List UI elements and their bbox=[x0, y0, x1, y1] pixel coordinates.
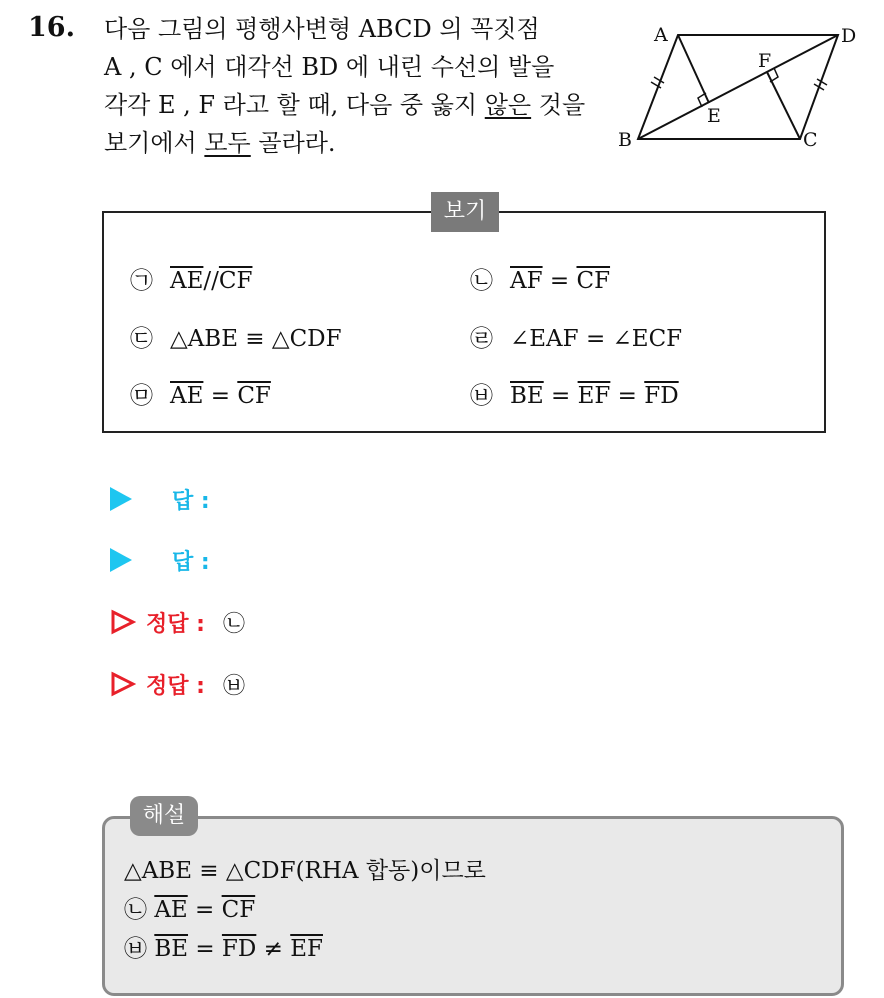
label-d: D bbox=[841, 25, 857, 47]
correct-answer-label: 정답 : bbox=[146, 611, 205, 637]
operator: = bbox=[203, 383, 238, 409]
option-mark: ㉤ bbox=[130, 383, 153, 409]
operator: = bbox=[188, 936, 222, 962]
outline-triangle-icon bbox=[110, 609, 136, 635]
option-mark: ㉡ bbox=[470, 268, 493, 294]
question-line-1: 다음 그림의 평행사변형 ABCD 의 꼭짓점 bbox=[104, 15, 540, 43]
option-giyeok bbox=[130, 262, 252, 295]
option-mieum bbox=[130, 377, 271, 410]
question-line-4-post: 골라라. bbox=[250, 129, 336, 157]
segment: $\overline{FD}$ bbox=[221, 936, 257, 962]
option-mark: ㉣ bbox=[470, 326, 493, 352]
segment: $\overline{CF}$ bbox=[221, 897, 256, 923]
diagonal-bd bbox=[638, 35, 838, 139]
option-mark: ㉠ bbox=[130, 268, 153, 294]
segment: $\overline{CF}$ bbox=[576, 268, 611, 294]
question-line-3-post: 것을 bbox=[531, 91, 586, 119]
segment: $\overline{AE}$ bbox=[170, 383, 204, 409]
option-text: ∠EAF = ∠ECF bbox=[510, 326, 683, 352]
question-line-4-pre: 보기에서 bbox=[104, 129, 205, 157]
option-mark: ㉡ bbox=[124, 897, 147, 923]
explanation-line-3 bbox=[124, 930, 323, 963]
tick-marks bbox=[651, 77, 827, 90]
segment: $\overline{EF}$ bbox=[290, 936, 323, 962]
segment: $\overline{BE}$ bbox=[154, 936, 189, 962]
segment: $\overline{AE}$ bbox=[170, 268, 204, 294]
play-triangle-icon bbox=[110, 487, 132, 511]
segment: $\overline{AF}$ bbox=[510, 268, 543, 294]
segment: $\overline{AE}$ bbox=[154, 897, 188, 923]
answer-row-1 bbox=[110, 482, 210, 516]
parallelogram-figure bbox=[612, 16, 872, 156]
correct-answer-row-1 bbox=[110, 605, 245, 639]
segment: $\overline{FD}$ bbox=[644, 383, 679, 409]
explanation-title: 해설 bbox=[130, 796, 198, 836]
perpendicular-cf bbox=[767, 72, 800, 139]
underlined-all: 모두 bbox=[204, 129, 251, 157]
question-text bbox=[104, 10, 604, 162]
operator: ≠ bbox=[256, 936, 291, 962]
option-nieun bbox=[470, 262, 610, 295]
question-number: 16. bbox=[28, 12, 75, 43]
perpendicular-ae bbox=[678, 35, 709, 103]
operator: = bbox=[542, 268, 577, 294]
segment: $\overline{CF}$ bbox=[237, 383, 271, 409]
operator: = bbox=[610, 383, 645, 409]
label-e: E bbox=[707, 105, 721, 127]
option-digeut bbox=[130, 320, 342, 353]
correct-answer-value: ㉥ bbox=[222, 673, 245, 699]
answer-label: 답 : bbox=[172, 488, 210, 514]
option-mark: ㉥ bbox=[124, 936, 147, 962]
label-a: A bbox=[654, 24, 668, 46]
option-rieul bbox=[470, 320, 682, 353]
correct-answer-value: ㉡ bbox=[222, 611, 245, 637]
option-mark: ㉢ bbox=[130, 326, 153, 352]
option-text: △ABE ≡ △CDF bbox=[170, 326, 342, 352]
option-bieup bbox=[470, 377, 679, 410]
segment: $\overline{EF}$ bbox=[577, 383, 611, 409]
question-line-2: A , C 에서 대각선 BD 에 내린 수선의 발을 bbox=[104, 53, 555, 81]
underlined-not: 않은 bbox=[484, 91, 532, 119]
label-f: F bbox=[758, 50, 772, 72]
operator: = bbox=[187, 897, 222, 923]
label-b: B bbox=[618, 129, 632, 151]
correct-answer-row-2 bbox=[110, 667, 245, 701]
outline-triangle-icon bbox=[110, 671, 136, 697]
question-line-4 bbox=[104, 124, 604, 162]
option-mark: ㉥ bbox=[470, 383, 493, 409]
bogi-title: 보기 bbox=[431, 192, 499, 232]
answer-row-2 bbox=[110, 543, 210, 577]
operator: = bbox=[543, 383, 578, 409]
question-line-3 bbox=[104, 86, 604, 124]
explanation-line-1: △ABE ≡ △CDF(RHA 합동)이므로 bbox=[124, 858, 486, 884]
question-line-3-pre: 각각 E , F 라고 할 때, 다음 중 옳지 bbox=[104, 91, 485, 119]
operator: // bbox=[203, 268, 219, 294]
explanation-line-2 bbox=[124, 891, 255, 924]
answer-label: 답 : bbox=[172, 549, 210, 575]
label-c: C bbox=[803, 129, 818, 151]
segment: $\overline{BE}$ bbox=[510, 383, 544, 409]
segment: $\overline{CF}$ bbox=[218, 268, 253, 294]
play-triangle-icon bbox=[110, 548, 132, 572]
correct-answer-label: 정답 : bbox=[146, 673, 205, 699]
